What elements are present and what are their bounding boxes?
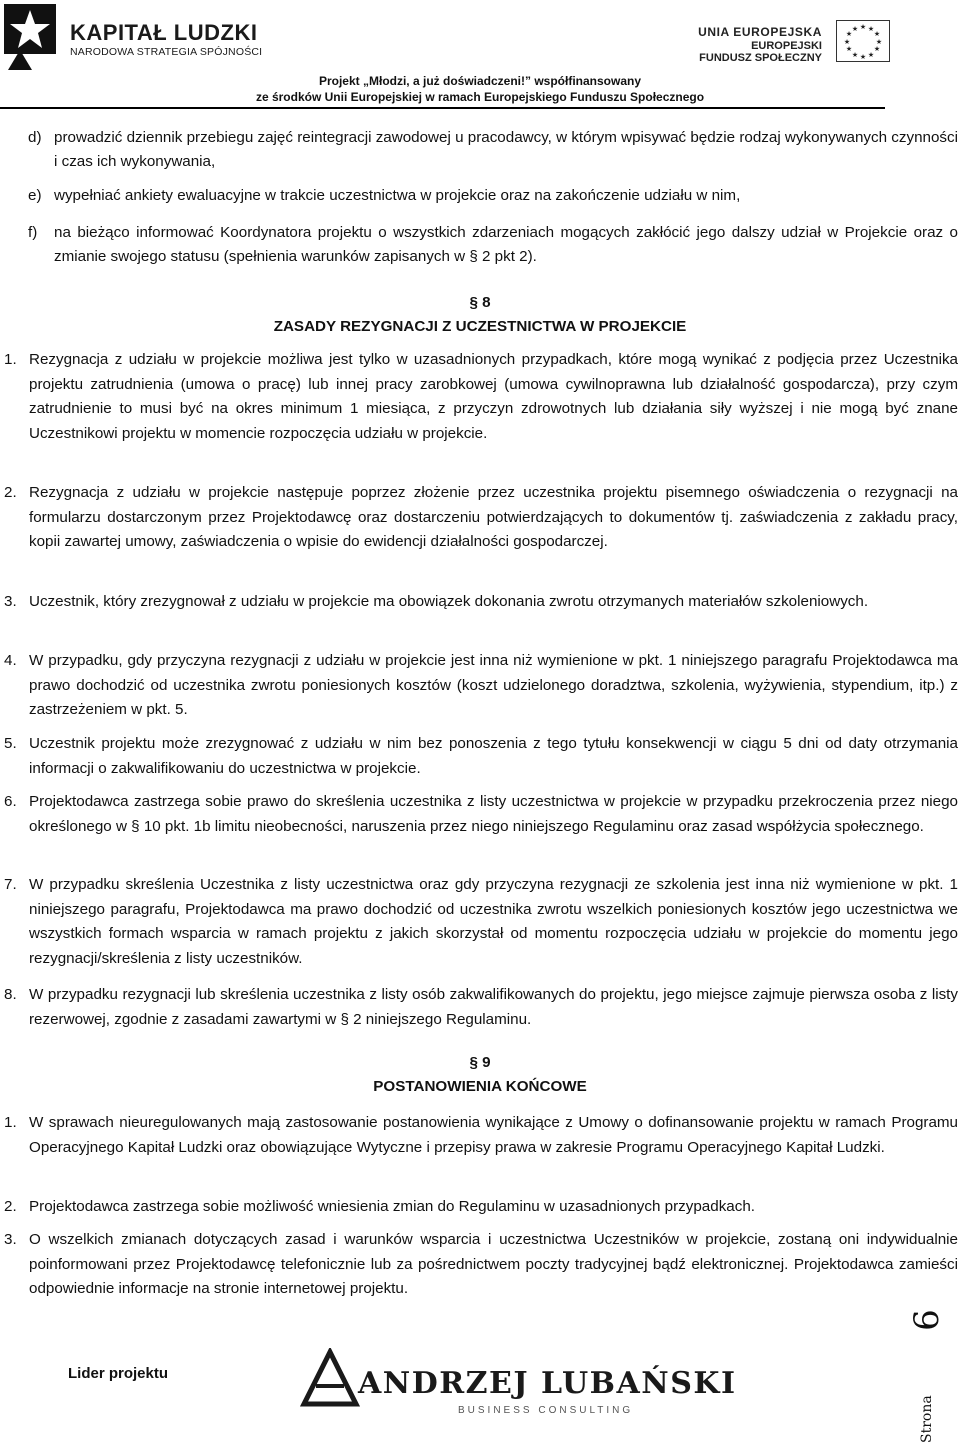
svg-text:★: ★ <box>845 30 853 38</box>
item-number: 2. <box>4 1198 17 1215</box>
kapital-ludzki-subtitle: NARODOWA STRATEGIA SPÓJNOŚCI <box>70 46 263 58</box>
svg-text:★: ★ <box>873 30 881 38</box>
list-item <box>4 348 958 446</box>
item-number: 1. <box>4 1114 17 1131</box>
header-divider <box>0 107 885 109</box>
list-item <box>4 983 958 1032</box>
svg-text:★: ★ <box>867 51 875 59</box>
project-line-2: ze środków Unii Europejskiej w ramach Europejskiego Funduszu Społecznego <box>255 90 705 104</box>
svg-text:★: ★ <box>859 53 867 61</box>
list-item <box>4 790 958 839</box>
list-item: wypełniać ankiety ewaluacyjne w trakcie uczestnictwa w projekcie oraz na zakończenie udziału w nim, <box>54 187 741 204</box>
svg-text:★: ★ <box>845 45 853 53</box>
section-number: § 9 <box>469 1054 491 1071</box>
svg-text:★: ★ <box>867 25 875 33</box>
eu-flag-icon <box>836 20 890 62</box>
item-text: Rezygnacja z udziału w projekcie następuje poprzez złożenie przez uczestnika projektu pisemnego oświadczenia o rezygnacji na formularzu dostarczonym przez Projektodawcę oraz dostarczeniu potwierdzających to dokumentów tj. zaświadczenia z zakładu pracy, kopii zawartej umowy, zaświadczenia o wpisie do ewidencji działalności gospodarczej. <box>29 484 958 550</box>
section-number: § 8 <box>469 294 491 311</box>
item-text: W przypadku skreślenia Uczestnika z listy uczestnictwa oraz gdy przyczyna rezygnacji ze szkolenia jest inna niż wymienione w pkt. 1 niniejszego paragrafu, Projektodawca ma prawo dochodzić od uczestnika zwrotu wszelkich poniesionych kosztów jego uczestnictwa we wszystkich formach wsparcia w ramach projektu z jakich skorzystał od momentu rozpoczęcia udziału w projekcie do momentu jego rezygnacji/skreślenia z listy uczestników. <box>29 876 958 967</box>
svg-text:★: ★ <box>859 23 867 31</box>
list-item <box>4 873 958 971</box>
svg-text:★: ★ <box>873 45 881 53</box>
lider-label: Lider projektu <box>68 1365 169 1382</box>
item-text: Uczestnik projektu może zrezygnować z udziału w nim bez ponoszenia z tego tytułu konsekwencji w ciągu 5 dni od daty otrzymania informacji o zakwalifikowaniu do uczestnictwa w projekcie. <box>29 735 958 777</box>
svg-text:★: ★ <box>851 25 859 33</box>
item-number: 3. <box>4 593 17 610</box>
page-label: Strona <box>919 1395 935 1443</box>
item-number: 2. <box>4 484 17 501</box>
ue-line-3: FUNDUSZ SPOŁECZNY <box>699 52 822 64</box>
list-item <box>4 649 958 723</box>
item-text: W sprawach nieuregulowanych mają zastosowanie postanowienia wynikające z Umowy o dofinansowanie projektu w ramach Programu Operacyjnego Kapitał Ludzki oraz obowiązujące Wytyczne i przepisy prawa w zakresie Programu Operacyjnego Kapitał Ludzki. <box>29 1114 958 1156</box>
svg-text:★: ★ <box>875 38 883 46</box>
item-number: 3. <box>4 1231 17 1248</box>
list-item-label: e) <box>28 187 42 204</box>
list-item <box>4 1195 958 1220</box>
item-text: O wszelkich zmianach dotyczących zasad i warunków wsparcia i uczestnictwa Uczestników w projekcie, zostaną oni indywidualnie poinformowani przez Projektodawcę telefonicznie lub za pośrednictwem poczty tradycyjnej bądź elektronicznej. Projektodawca zamieści odpowiednie informacje na stronie internetowej projektu. <box>29 1231 958 1297</box>
section-title: ZASADY REZYGNACJI Z UCZESTNICTWA W PROJEKCIE <box>273 318 687 335</box>
list-item <box>4 481 958 555</box>
item-number: 6. <box>4 793 17 810</box>
list-item <box>4 1111 958 1160</box>
page-number: 6 <box>906 1309 947 1331</box>
page-number-block <box>906 1300 960 1443</box>
ue-line-1: UNIA EUROPEJSKA <box>698 25 822 39</box>
item-text: Rezygnacja z udziału w projekcie możliwa jest tylko w uzasadnionych przypadkach, które mogą wynikać z podjęcia przez Uczestnika projektu zatrudnienia (umowa o pracę) lub innej pracy zarobkowej (umowa cywilnoprawna lub działalność gospodarcza), przy czym zatrudnienie to musi być na okres minimum 1 miesiąca, z przyczyn zdrowotnych lub działania siły wyższej i nie mogą być znane Uczestnikowi projektu w momencie rozpoczęcia udziału w projekcie. <box>29 351 958 442</box>
list-item <box>4 1228 958 1302</box>
svg-text:★: ★ <box>843 38 851 46</box>
list-item <box>4 732 958 781</box>
ue-line-2: EUROPEJSKI <box>751 40 822 52</box>
item-number: 1. <box>4 351 17 368</box>
item-text: Projektodawca zastrzega sobie prawo do skreślenia uczestnika z listy uczestnictwa w projekcie w przypadku przekroczenia przez niego określonego w § 10 pkt. 1b limitu nieobecności, naruszenia przez niego niniejszego Regulaminu oraz zasad współżycia społecznego. <box>29 793 958 835</box>
item-text: W przypadku rezygnacji lub skreślenia uczestnika z listy osób zakwalifikowanych do projektu, jego miejsce zajmuje pierwsza osoba z listy rezerwowej, zgodnie z zasadami zawartymi w § 2 niniejszego Regulaminu. <box>29 986 958 1028</box>
kapital-ludzki-logo <box>4 4 56 70</box>
item-text: Uczestnik, który zrezygnował z udziału w projekcie ma obowiązek dokonania zwrotu otrzymanych materiałów szkoleniowych. <box>29 593 869 610</box>
list-item-label: d) <box>28 129 42 146</box>
list-item: prowadzić dziennik przebiegu zajęć reintegracji zawodowej u pracodawcy, w którym wpisywać będzie rodzaj wykonywanych czynności i czas ich wykonywania, <box>54 129 958 170</box>
item-number: 7. <box>4 876 17 893</box>
item-number: 4. <box>4 652 17 669</box>
item-number: 8. <box>4 986 17 1003</box>
item-text: Projektodawca zastrzega sobie możliwość wniesienia zmian do Regulaminu w uzasadnionych przypadkach. <box>29 1198 755 1215</box>
svg-text:★: ★ <box>851 51 859 59</box>
list-item: na bieżąco informować Koordynatora projektu o wszystkich zdarzeniach mogących zakłócić jego dalszy udział w Projekcie oraz o zmianie swojego statusu (spełnienia warunków zapisanych w § 2 pkt 2). <box>54 224 958 265</box>
company-name: ANDRZEJ LUBAŃSKI <box>358 1366 737 1401</box>
item-text: W przypadku, gdy przyczyna rezygnacji z udziału w projekcie jest inna niż wymienione w pkt. 1 niniejszego paragrafu Projektodawca ma prawo dochodzić od uczestnika zwrotu poniesionych kosztów (koszt udzielonego doradztwa, szkolenia, wyżywienia, stypendium, itp.) z zastrzeżeniem w pkt. 5. <box>29 652 958 718</box>
item-number: 5. <box>4 735 17 752</box>
list-item-label: f) <box>28 224 38 241</box>
section-title: POSTANOWIENIA KOŃCOWE <box>373 1078 587 1095</box>
kapital-ludzki-title: KAPITAŁ LUDZKI <box>70 20 258 45</box>
project-line-1: Projekt „Młodzi, a już doświadczeni!” współfinansowany <box>318 74 642 88</box>
list-item <box>4 590 958 615</box>
company-subtitle: BUSINESS CONSULTING <box>458 1405 634 1416</box>
